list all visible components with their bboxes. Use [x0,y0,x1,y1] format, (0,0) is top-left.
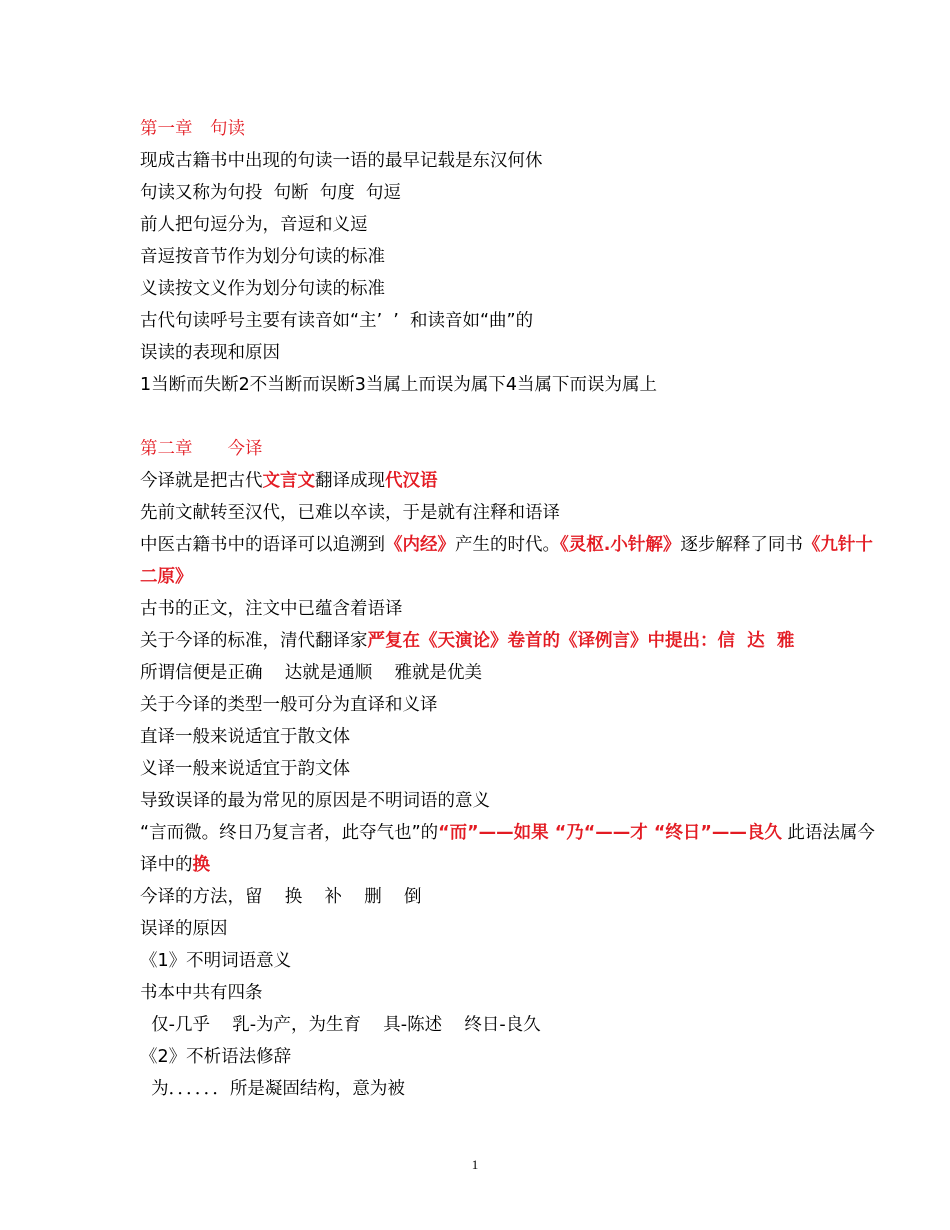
ch2-line-4: 古书的正文，注文中已蕴含着语译 [140,599,403,619]
emphasis: 代汉语 [385,471,438,491]
text: 产生的时代。 [455,535,560,555]
ch2-line-5 [140,625,880,657]
ch1-line-4: 音逗按音节作为划分句读的标准 [140,247,385,267]
ch2-line-8: 直译一般来说适宜于散文体 [140,727,350,747]
ch2-line-17: 《2》不析语法修辞 [140,1047,292,1067]
ch1-line-1: 现成古籍书中出现的句读一语的最早记载是东汉何休 [140,151,543,171]
ch2-line-12: 今译的方法，留 换 补 删 倒 [140,887,422,907]
book-title-lingshu: 《灵枢.小针解》 [560,535,681,555]
section-gap [140,401,880,433]
ch2-line-14: 《1》不明词语意义 [140,951,292,971]
ch2-line-15: 书本中共有四条 [140,983,263,1003]
ch2-line-16: 仅-几乎 乳-为产，为生育 具-陈述 终日-良久 [140,1015,541,1035]
ch2-line-7: 关于今译的类型一般可分为直译和义译 [140,695,438,715]
text: 逐步解释了同书 [680,535,803,555]
ch2-line-6: 所谓信便是正确 达就是通顺 雅就是优美 [140,663,483,683]
text: 今译就是把古代 [140,471,263,491]
text: 关于今译的标准，清代翻译家 [140,631,368,651]
ch1-line-8: 1当断而失断2不当断而误断3当属上而误为属下4当属下而误为属上 [140,375,658,395]
ch2-line-2: 先前文献转至汉代，已难以卒读，于是就有注释和语译 [140,503,560,523]
emphasis: 文言文 [262,471,315,491]
ch2-line-3 [140,529,880,593]
page-number: 1 [471,1157,479,1172]
page-content [140,113,880,1105]
text: 中医古籍书中的语译可以追溯到 [140,535,385,555]
faint-footer-strip [240,1172,660,1182]
ch1-line-7: 误读的表现和原因 [140,343,280,363]
ch2-line-1 [140,465,880,497]
ch1-line-3: 前人把句逗分为，音逗和义逗 [140,215,368,235]
ch1-line-6: 古代句读呼号主要有读音如“主’ ’ 和读音如“曲”的 [140,311,534,331]
ch2-line-11 [140,817,880,881]
emphasis: 严复在《天演论》卷首的《译例言》中提出：信 达 雅 [367,631,795,651]
ch2-line-18: 为．．．．．．所是凝固结构，意为被 [140,1079,405,1099]
chapter-2-heading: 第二章 今译 [140,439,263,459]
ch2-line-13: 误译的原因 [140,919,228,939]
emphasis: “而”——如果 “乃“——才 “终日”——良久 [438,823,782,843]
ch1-line-2: 句读又称为句投 句断 句度 句逗 [140,183,401,203]
ch2-line-10: 导致误译的最为常见的原因是不明词语的意义 [140,791,490,811]
text: 此语法属今译中的 [140,823,875,875]
chapter-1-heading: 第一章 句读 [140,119,245,139]
book-title-neijing: 《内经》 [385,535,455,555]
emphasis: 换 [192,855,210,875]
text: 翻译成现 [315,471,385,491]
text: “言而微。终日乃复言者，此夺气也”的 [140,823,439,843]
ch2-line-9: 义译一般来说适宜于韵文体 [140,759,350,779]
ch1-line-5: 义读按文义作为划分句读的标准 [140,279,385,299]
book-title-jiuzhen: 《九针十二原》 [140,535,873,587]
